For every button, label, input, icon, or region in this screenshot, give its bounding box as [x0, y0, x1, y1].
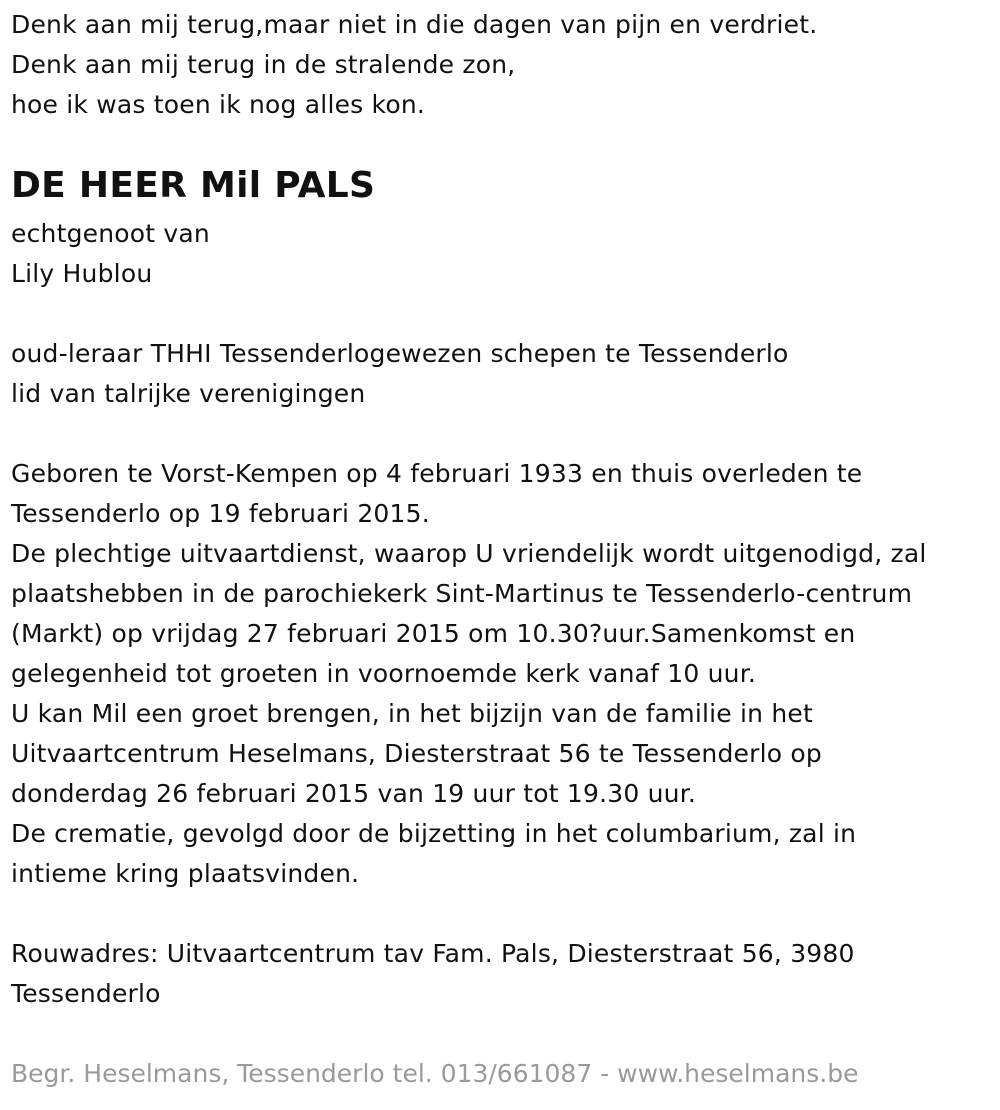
poem-line-1: Denk aan mij terug,maar niet in die dagen van pijn en verdriet. — [11, 10, 818, 39]
role-line-2: lid van talrijke verenigingen — [11, 379, 366, 408]
announcement-line-5: (Markt) op vrijdag 27 februari 2015 om 10.30?uur.Samenkomst en — [11, 619, 856, 648]
announcement-line-3: De plechtige uitvaartdienst, waarop U vriendelijk wordt uitgenodigd, zal — [11, 539, 927, 568]
spouse-name: Lily Hublou — [11, 259, 153, 288]
announcement-line-1: Geboren te Vorst-Kempen op 4 februari 1933 en thuis overleden te — [11, 459, 863, 488]
announcement-line-4: plaatshebben in de parochiekerk Sint-Martinus te Tessenderlo-centrum — [11, 579, 913, 608]
deceased-name: DE HEER Mil PALS — [11, 165, 376, 206]
role-line-1: oud-leraar THHI Tessenderlogewezen schepen te Tessenderlo — [11, 339, 789, 368]
announcement-line-11: intieme kring plaatsvinden. — [11, 859, 360, 888]
spouse-intro: echtgenoot van — [11, 219, 210, 248]
announcement-line-8: Uitvaartcentrum Heselmans, Diesterstraat 56 te Tessenderlo op — [11, 739, 822, 768]
announcement-line-6: gelegenheid tot groeten in voornoemde kerk vanaf 10 uur. — [11, 659, 757, 688]
funeral-director-footer: Begr. Heselmans, Tessenderlo tel. 013/661087 - www.heselmans.be — [11, 1059, 859, 1088]
address-line-1: Rouwadres: Uitvaartcentrum tav Fam. Pals, Diesterstraat 56, 3980 — [11, 939, 855, 968]
announcement-line-9: donderdag 26 februari 2015 van 19 uur tot 19.30 uur. — [11, 779, 697, 808]
address-line-2: Tessenderlo — [11, 979, 161, 1008]
announcement-line-10: De crematie, gevolgd door de bijzetting in het columbarium, zal in — [11, 819, 857, 848]
poem-line-3: hoe ik was toen ik nog alles kon. — [11, 90, 426, 119]
announcement-line-7: U kan Mil een groet brengen, in het bijzijn van de familie in het — [11, 699, 813, 728]
announcement-line-2: Tessenderlo op 19 februari 2015. — [11, 499, 430, 528]
poem-line-2: Denk aan mij terug in de stralende zon, — [11, 50, 516, 79]
